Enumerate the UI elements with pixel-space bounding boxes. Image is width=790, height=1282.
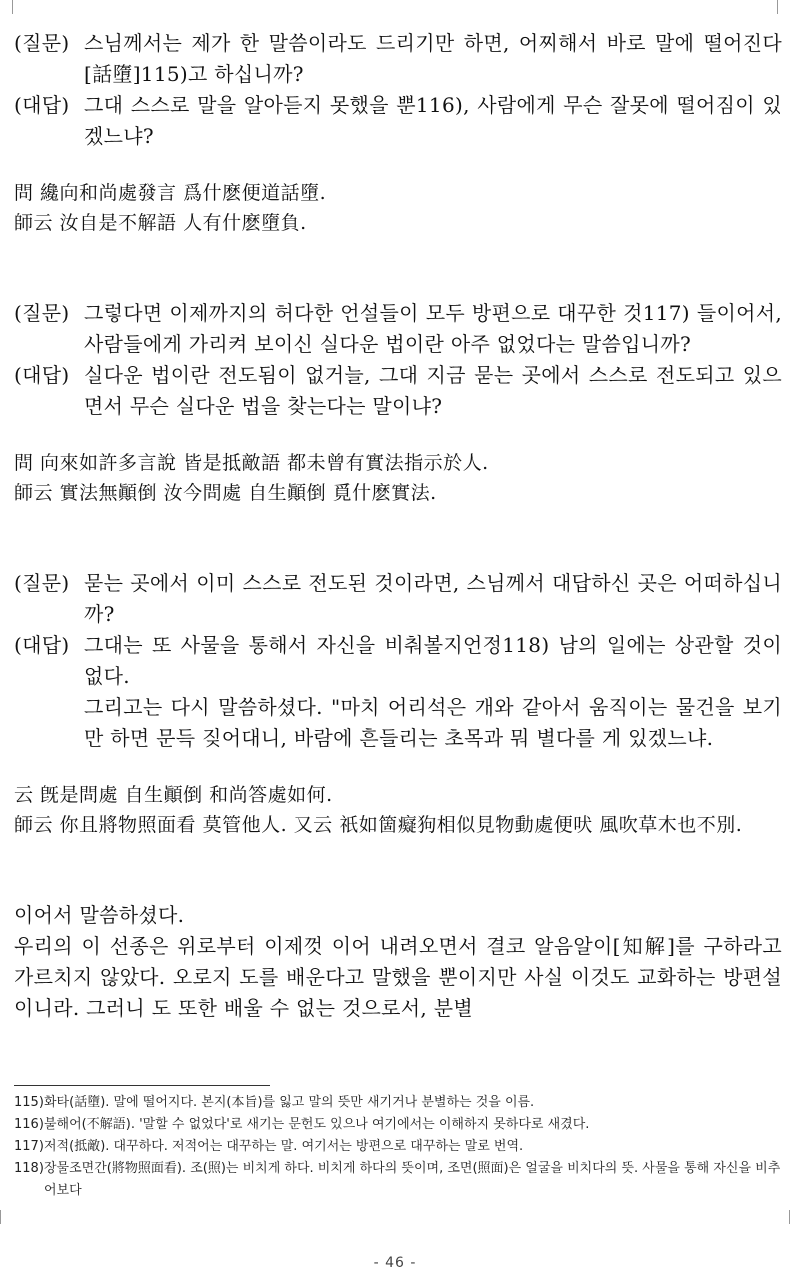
answer-3: [14, 630, 782, 692]
question-tag: (질문): [14, 31, 70, 55]
page-body: [14, 28, 782, 1024]
footnote-text: 장물조면간(將物照面看). 조(照)는 비치게 하다. 비치게 하다의 뜻이며, 조면(照面)은 얼굴을 비치다의 뜻. 사물을 통해 자신을 비추어보다: [44, 1161, 781, 1198]
answer-tag: (대답): [14, 633, 70, 657]
footnote-text: 화타(話墮). 말에 떨어지다. 본지(本旨)를 잃고 말의 뜻만 새기거나 분별하는 것을 이름.: [44, 1095, 535, 1110]
footnote-text: 저적(抵敵). 대꾸하다. 저적어는 대꾸하는 말. 여기서는 방편으로 대꾸하는 말로 번역.: [44, 1139, 524, 1154]
question-text: 묻는 곳에서 이미 스스로 전도된 것이라면, 스님께서 대답하신 곳은 어떠하십니까?: [84, 571, 782, 626]
page-number: - 46 -: [373, 1255, 417, 1271]
footnote-116: [14, 1114, 782, 1136]
hanja-answer-2: 師云 實法無顚倒 汝今問處 自生顚倒 覓什麽實法.: [14, 482, 437, 504]
answer-text: 실다운 법이란 전도됨이 없거늘, 그대 지금 묻는 곳에서 스스로 전도되고 있으면서 무슨 실다운 법을 찾는다는 말이냐?: [84, 363, 782, 418]
footnote-117: [14, 1136, 782, 1158]
footnote-118: [14, 1158, 782, 1202]
question-tag: (질문): [14, 301, 70, 325]
hanja-answer-1: 師云 汝自是不解語 人有什麽墮負.: [14, 212, 307, 234]
crop-mark-top-left: [12, 0, 13, 14]
question-text: 그렇다면 이제까지의 허다한 언설들이 모두 방편으로 대꾸한 것117) 들이어서, 사람들에게 가리켜 보이신 실다운 법이란 아주 없었다는 말씀입니까?: [84, 301, 782, 356]
footnote-number: 117): [14, 1139, 44, 1154]
footnote-number: 118): [14, 1161, 44, 1176]
footnote-number: 116): [14, 1117, 44, 1132]
hanja-question-2: 問 向來如許多言說 皆是抵敵語 都未曾有實法指示於人.: [14, 452, 489, 474]
answer-tag: (대답): [14, 363, 70, 387]
footnote-text: 불해어(不解語). '말할 수 없었다'로 새기는 문헌도 있으나 여기에서는 이해하지 못하다로 새겼다.: [44, 1117, 590, 1132]
footnotes: [14, 1092, 782, 1202]
answer-text: 그리고는 다시 말씀하셨다. "마치 어리석은 개와 같아서 움직이는 물건을 보기만 하면 문득 짖어대니, 바람에 흔들리는 초목과 뭐 별다를 게 있겠느냐.: [84, 695, 782, 750]
answer-1: [14, 90, 782, 152]
crop-mark-top-right: [777, 0, 778, 14]
answer-text: 그대는 또 사물을 통해서 자신을 비춰볼지언정118) 남의 일에는 상관할 것이 없다.: [84, 633, 782, 688]
hanja-question-3: 云 旣是問處 自生顚倒 和尚答處如何.: [14, 784, 333, 806]
answer-text: 그대 스스로 말을 알아듣지 못했을 뿐116), 사람에게 무슨 잘못에 떨어짐이 있겠느냐?: [84, 93, 782, 148]
closing-paragraph: 우리의 이 선종은 위로부터 이제껏 이어 내려오면서 결코 알음알이[知解]를 구하라고 가르치지 않았다. 오로지 도를 배운다고 말했을 뿐이지만 사실 이것도 교화하는 방편설이니라. 그러니 도 또한 배울 수 없는 것으로서, 분별: [14, 934, 782, 1020]
question-text: 스님께서는 제가 한 말씀이라도 드리기만 하면, 어찌해서 바로 말에 떨어진다[話墮]115)고 하십니까?: [84, 31, 782, 86]
question-2: [14, 298, 782, 360]
hanja-question-1: 問 纔向和尚處發言 爲什麽便道話墮.: [14, 182, 327, 204]
footnote-115: [14, 1092, 782, 1114]
question-3: [14, 568, 782, 630]
question-1: [14, 28, 782, 90]
answer-3-continued: [14, 692, 782, 754]
closing-intro: 이어서 말씀하셨다.: [14, 903, 185, 927]
crop-mark-left: [0, 1210, 1, 1224]
answer-2: [14, 360, 782, 422]
hanja-answer-3: 師云 你且將物照面看 莫管他人. 又云 祇如箇癡狗相似見物動處便吠 風吹草木也不別.: [14, 814, 743, 836]
question-tag: (질문): [14, 571, 70, 595]
footnote-divider: [14, 1085, 270, 1086]
footnote-number: 115): [14, 1095, 44, 1110]
answer-tag: (대답): [14, 93, 70, 117]
